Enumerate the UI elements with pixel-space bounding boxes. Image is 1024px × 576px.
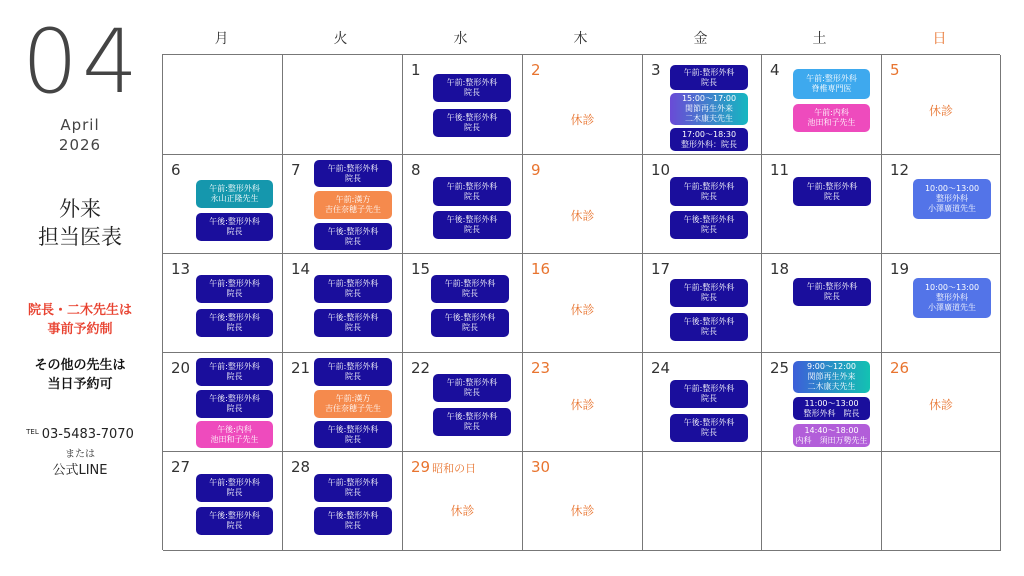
- badge-line: 院長: [464, 191, 480, 201]
- calendar-day-22[interactable]: [403, 353, 523, 452]
- badge-line: 午後:整形外科: [446, 113, 498, 122]
- badge-line: 院長: [345, 173, 361, 183]
- badge-line: 整形外科：院長: [681, 139, 737, 149]
- badge-line: 午前:整形外科: [446, 181, 498, 191]
- badge-line: 院長: [701, 428, 717, 437]
- weekday-tue: 火: [333, 31, 348, 47]
- badge-line: 9:00〜12:00: [806, 362, 857, 371]
- day-number: 16: [531, 260, 551, 278]
- title-line-2: 担当医表: [38, 225, 122, 249]
- closed-label: 休診: [570, 209, 595, 223]
- badge-line: 院長: [701, 77, 717, 87]
- badge-line: 午前:整形外科: [327, 362, 379, 371]
- badge-line: 脊椎専門医: [811, 84, 852, 93]
- badge-line: 整形外科: [936, 194, 968, 203]
- badge-line: 院長: [701, 394, 717, 403]
- schedule-badge[interactable]: [196, 474, 273, 502]
- day-number: 4: [770, 61, 780, 79]
- badge-line: 二木康夫先生: [685, 114, 733, 123]
- badge-line: 池田和子先生: [210, 434, 259, 444]
- day-number: 10: [651, 161, 671, 179]
- badge-line: 院長: [226, 289, 243, 298]
- holiday-name: 昭和の日: [432, 462, 477, 475]
- badge-line: 午前:整形外科: [327, 163, 379, 173]
- schedule-badge[interactable]: [314, 507, 392, 535]
- badge-line: 午前:漢方: [335, 394, 371, 403]
- schedule-badge[interactable]: [793, 177, 871, 206]
- calendar-day-23[interactable]: [523, 353, 643, 452]
- badge-line: 院長: [701, 191, 717, 201]
- calendar-day-27[interactable]: [163, 452, 283, 551]
- calendar-cell-empty: [762, 452, 882, 551]
- badge-line: 院長: [701, 293, 717, 302]
- day-number: 19: [890, 260, 910, 278]
- year: 2026: [58, 136, 102, 154]
- schedule-badge[interactable]: [196, 180, 273, 208]
- official-line-link[interactable]: 公式LINE: [52, 463, 108, 478]
- weekday-sun: 日: [932, 31, 947, 47]
- tel-label: TEL: [26, 428, 39, 436]
- schedule-badge[interactable]: [314, 390, 392, 418]
- calendar-day-30[interactable]: [523, 452, 643, 551]
- badge-line: 午後:整形外科: [446, 412, 498, 421]
- note-red-line-1: 院長・二木先生は: [27, 303, 132, 318]
- badge-line: 院長: [226, 404, 243, 413]
- day-number: 8: [411, 161, 421, 179]
- calendar-day-21[interactable]: [283, 353, 403, 452]
- badge-line: 院長: [345, 289, 361, 298]
- badge-line: 午後:整形外科: [327, 424, 379, 434]
- day-number: 1: [411, 61, 421, 79]
- closed-label: 休診: [928, 398, 953, 412]
- badge-line: 午前:整形外科: [683, 181, 735, 191]
- badge-line: 院長: [226, 372, 243, 381]
- badge-line: 午後:整形外科: [444, 313, 496, 322]
- closed-label: 休診: [570, 504, 595, 518]
- badge-line: 整形外科: [936, 293, 968, 302]
- badge-line: 院長: [824, 191, 840, 201]
- badge-line: 池田和子先生: [807, 118, 856, 127]
- badge-line: 午前:整形外科: [806, 282, 858, 291]
- schedule-badge[interactable]: [670, 93, 748, 125]
- schedule-badge[interactable]: [196, 275, 273, 303]
- calendar-cell-empty: [643, 452, 762, 551]
- day-number: 28: [291, 458, 311, 476]
- schedule-badge[interactable]: [314, 160, 392, 187]
- reservation-note-red: [0, 301, 160, 339]
- day-number: 3: [651, 61, 661, 79]
- schedule-badge[interactable]: [793, 424, 870, 447]
- calendar-day-14[interactable]: [283, 254, 403, 353]
- badge-line: 午前:整形外科: [327, 279, 379, 288]
- day-number: 25: [770, 359, 790, 377]
- badge-line: 吉住奈穂子先生: [325, 404, 381, 413]
- note-black-line-1: その他の先生は: [34, 358, 126, 373]
- day-number: 17: [651, 260, 671, 278]
- schedule-badge[interactable]: [670, 414, 748, 442]
- schedule-badge[interactable]: [314, 191, 392, 219]
- calendar-day-12[interactable]: [882, 155, 1001, 254]
- badge-line: 午後:整形外科: [327, 511, 379, 520]
- schedule-badge[interactable]: [196, 358, 273, 386]
- schedule-badge[interactable]: [670, 380, 748, 408]
- badge-line: 院長: [464, 123, 480, 132]
- schedule-badge[interactable]: [433, 374, 511, 402]
- calendar-day-29[interactable]: [403, 452, 523, 551]
- info-panel: [0, 0, 160, 576]
- day-number: 2: [531, 61, 541, 79]
- badge-line: 院長: [226, 488, 243, 497]
- day-number: 15: [411, 260, 431, 278]
- schedule-badge[interactable]: [433, 74, 511, 102]
- schedule-badge[interactable]: [196, 390, 273, 418]
- calendar-day-20[interactable]: [163, 353, 283, 452]
- badge-line: 整形外科 院長: [803, 408, 860, 418]
- badge-line: 午前:整形外科: [806, 181, 858, 191]
- weekday-fri: 金: [693, 31, 708, 47]
- badge-line: 院長: [345, 488, 361, 497]
- weekday-sat: 土: [812, 31, 827, 47]
- day-number: 23: [531, 359, 551, 377]
- schedule-badge[interactable]: [314, 275, 392, 303]
- badge-line: 院長: [462, 289, 478, 298]
- schedule-badge[interactable]: [913, 179, 991, 219]
- weekday-mon: 月: [214, 31, 229, 47]
- badge-line: 午後:整形外科: [327, 313, 379, 322]
- calendar-day-9[interactable]: [523, 155, 643, 254]
- schedule-badge[interactable]: [431, 309, 509, 337]
- schedule-badge[interactable]: [314, 421, 392, 448]
- tel-value: 03-5483-7070: [41, 427, 134, 442]
- badge-line: 関節再生外来: [685, 104, 733, 113]
- calendar-day-3[interactable]: [643, 55, 762, 155]
- closed-label: 休診: [570, 398, 595, 412]
- day-number: 26: [890, 359, 910, 377]
- day-number: [411, 458, 476, 476]
- closed-label: 休診: [570, 113, 595, 127]
- badge-line: 10:00〜13:00: [924, 184, 980, 193]
- day-number: 9: [531, 161, 541, 179]
- badge-line: 午後:整形外科: [327, 226, 379, 236]
- badge-line: 午後:整形外科: [209, 217, 260, 226]
- badge-line: 午前:整形外科: [446, 378, 498, 387]
- calendar-day-8[interactable]: [403, 155, 523, 254]
- calendar-day-4[interactable]: [762, 55, 882, 155]
- badge-line: 院長: [701, 327, 717, 336]
- badge-line: 院長: [464, 388, 480, 397]
- badge-line: 午後:整形外科: [209, 394, 260, 403]
- schedule-badge[interactable]: [433, 211, 511, 239]
- schedule-badge[interactable]: [793, 69, 870, 99]
- day-number: 14: [291, 260, 311, 278]
- schedule-badge[interactable]: [793, 397, 870, 420]
- badge-line: 14:40〜18:00: [804, 425, 859, 435]
- badge-line: 二木康夫先生: [807, 382, 856, 391]
- badge-line: 午前:整形外科: [209, 279, 260, 288]
- closed-label: 休診: [450, 504, 475, 518]
- schedule-badge[interactable]: [433, 408, 511, 436]
- badge-line: 院長: [226, 323, 243, 332]
- schedule-badge[interactable]: [670, 279, 748, 307]
- calendar-cell-empty: [882, 452, 1001, 551]
- badge-line: 午後:整形外科: [209, 511, 260, 520]
- calendar-day-5[interactable]: [882, 55, 1001, 155]
- calendar-day-17[interactable]: [643, 254, 762, 353]
- calendar-grid: [162, 54, 1000, 550]
- day-number: 18: [770, 260, 790, 278]
- or-text: または: [65, 449, 95, 460]
- calendar-day-16[interactable]: [523, 254, 643, 353]
- day-number: 12: [890, 161, 910, 179]
- badge-line: 午前:整形外科: [209, 478, 260, 487]
- badge-line: 小澤廣道先生: [928, 303, 976, 312]
- schedule-badge[interactable]: [433, 109, 511, 137]
- schedule-badge[interactable]: [314, 358, 392, 386]
- schedule-badge[interactable]: [433, 177, 511, 206]
- schedule-badge[interactable]: [196, 213, 273, 241]
- badge-line: 午後:整形外科: [209, 313, 260, 322]
- badge-line: 永山正隆先生: [210, 194, 259, 203]
- day-number: 24: [651, 359, 671, 377]
- badge-line: 午後:整形外科: [683, 317, 735, 326]
- schedule-badge[interactable]: [196, 421, 273, 448]
- weekday-wed: 水: [453, 31, 468, 47]
- calendar-day-25[interactable]: [762, 353, 882, 452]
- schedule-badge[interactable]: [670, 177, 748, 206]
- closed-label: 休診: [928, 104, 953, 118]
- badge-line: 午後:整形外科: [683, 418, 735, 427]
- page-title: [0, 195, 160, 251]
- badge-line: 内科 須田万勢先生: [795, 435, 868, 445]
- schedule-badge[interactable]: [314, 474, 392, 502]
- badge-line: 10:00〜13:00: [924, 283, 980, 292]
- schedule-badge[interactable]: [670, 211, 748, 239]
- badge-line: 午前:整形外科: [209, 184, 260, 193]
- closed-label: 休診: [570, 303, 595, 317]
- calendar-day-13[interactable]: [163, 254, 283, 353]
- badge-line: 院長: [345, 236, 361, 246]
- month-name: April: [60, 116, 100, 134]
- schedule-badge[interactable]: [670, 313, 748, 341]
- badge-line: 午前:整形外科: [683, 384, 735, 393]
- badge-line: 関節再生外来: [807, 372, 856, 381]
- badge-line: 院長: [345, 434, 361, 444]
- calendar-day-19[interactable]: [882, 254, 1001, 353]
- note-black-line-2: 当日予約可: [47, 377, 113, 392]
- badge-line: 午前:整形外科: [209, 362, 260, 371]
- day-number: 7: [291, 161, 301, 179]
- badge-line: 午後:整形外科: [446, 215, 498, 224]
- calendar-cell-empty: [283, 55, 403, 155]
- day-number: 6: [171, 161, 181, 179]
- title-line-1: 外来: [59, 197, 101, 221]
- badge-line: 院長: [226, 227, 243, 236]
- calendar-day-15[interactable]: [403, 254, 523, 353]
- badge-line: 院長: [464, 225, 480, 234]
- calendar-day-28[interactable]: [283, 452, 403, 551]
- schedule-badge[interactable]: [670, 65, 748, 90]
- phone-number[interactable]: [0, 427, 160, 442]
- calendar-day-18[interactable]: [762, 254, 882, 353]
- calendar-day-6[interactable]: [163, 155, 283, 254]
- schedule-badge[interactable]: [196, 507, 273, 535]
- day-number: 20: [171, 359, 191, 377]
- badge-line: 11:00〜13:00: [804, 398, 859, 408]
- calendar-day-24[interactable]: [643, 353, 762, 452]
- badge-line: 院長: [345, 372, 361, 381]
- badge-line: 午前:整形外科: [806, 74, 857, 83]
- badge-line: 午前:整形外科: [446, 78, 498, 87]
- schedule-badge[interactable]: [314, 223, 392, 250]
- badge-line: 吉住奈穂子先生: [325, 205, 381, 214]
- schedule-badge[interactable]: [793, 104, 870, 132]
- badge-line: 17:00〜18:30: [681, 129, 737, 139]
- badge-line: 院長: [226, 521, 243, 530]
- day-number: 27: [171, 458, 191, 476]
- badge-line: 午前:整形外科: [444, 279, 496, 288]
- badge-line: 院長: [701, 225, 717, 234]
- badge-line: 午前:整形外科: [327, 478, 379, 487]
- badge-line: 午前:内科: [814, 108, 849, 117]
- badge-line: 院長: [464, 422, 480, 431]
- calendar-day-1[interactable]: [403, 55, 523, 155]
- badge-line: 院長: [345, 323, 361, 332]
- calendar-day-7[interactable]: [283, 155, 403, 254]
- badge-line: 午後:内科: [217, 424, 252, 434]
- calendar-cell-empty: [163, 55, 283, 155]
- badge-line: 午前:漢方: [335, 195, 371, 204]
- badge-line: 院長: [464, 88, 480, 97]
- schedule-badge[interactable]: [196, 309, 273, 337]
- calendar-day-10[interactable]: [643, 155, 762, 254]
- schedule-badge[interactable]: [431, 275, 509, 303]
- badge-line: 午後:整形外科: [683, 215, 735, 224]
- badge-line: 午前:整形外科: [683, 283, 735, 292]
- day-number: 30: [531, 458, 551, 476]
- note-red-line-2: 事前予約制: [47, 322, 113, 337]
- badge-line: 院長: [345, 521, 361, 530]
- day-number: 21: [291, 359, 311, 377]
- calendar-day-26[interactable]: [882, 353, 1001, 452]
- schedule-badge[interactable]: [314, 309, 392, 337]
- schedule-badge[interactable]: [670, 128, 748, 151]
- schedule-badge[interactable]: [793, 361, 870, 393]
- day-number: 11: [770, 161, 790, 179]
- badge-line: 15:00〜17:00: [681, 94, 737, 103]
- schedule-badge[interactable]: [913, 278, 991, 318]
- reservation-note-black: [0, 356, 160, 394]
- day-number: 22: [411, 359, 431, 377]
- day-number: 5: [890, 61, 900, 79]
- day-number-value: 29: [411, 458, 431, 476]
- weekday-thu: 木: [573, 31, 588, 47]
- badge-line: 小澤廣道先生: [928, 204, 976, 213]
- badge-line: 午前:整形外科: [683, 67, 735, 77]
- month-number: 04: [22, 10, 142, 113]
- badge-line: 院長: [462, 323, 478, 332]
- day-number: 13: [171, 260, 191, 278]
- badge-line: 院長: [824, 292, 840, 301]
- calendar-day-11[interactable]: [762, 155, 882, 254]
- schedule-badge[interactable]: [793, 278, 871, 306]
- calendar-day-2[interactable]: [523, 55, 643, 155]
